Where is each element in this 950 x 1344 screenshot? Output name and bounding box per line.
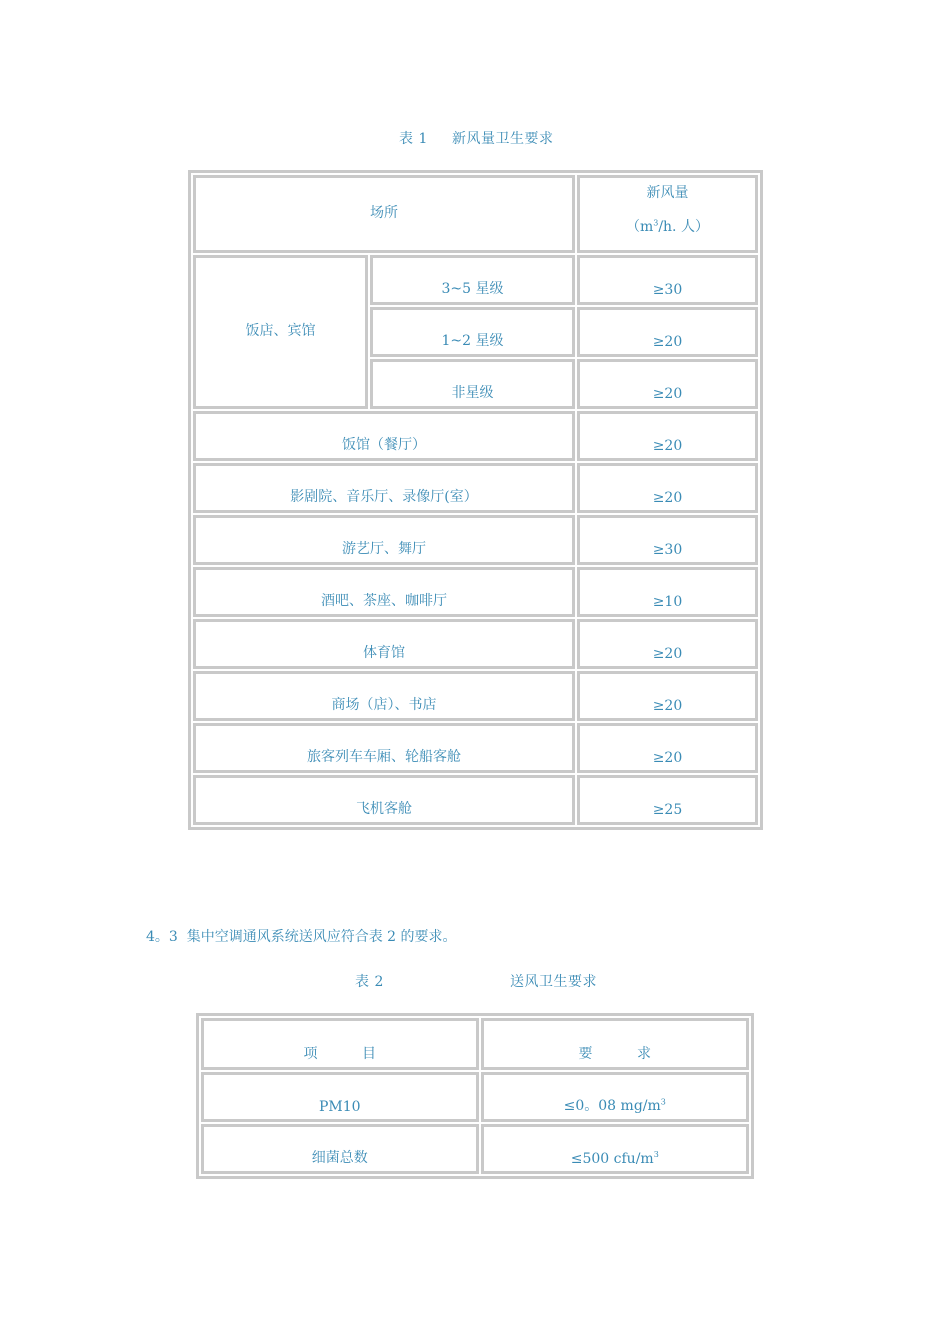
hotel-sub-cell: 3~5 星级 — [370, 255, 575, 305]
place-cell: 游艺厅、舞厅 — [193, 515, 575, 565]
value-cell: ≥30 — [577, 255, 758, 305]
table-row — [193, 619, 758, 669]
place-cell: 饭馆（餐厅） — [193, 411, 575, 461]
supply-air-table — [196, 1013, 754, 1179]
fresh-air-table — [188, 170, 763, 830]
value-cell: ≥10 — [577, 567, 758, 617]
value-cell: ≥25 — [577, 775, 758, 825]
value-cell: ≥30 — [577, 515, 758, 565]
value-cell: ≥20 — [577, 723, 758, 773]
item-cell: 细菌总数 — [201, 1124, 479, 1174]
header-airflow-label: 新风量 — [646, 185, 689, 201]
header-requirement: 要 求 — [481, 1018, 749, 1070]
value-cell: ≥20 — [577, 307, 758, 357]
requirement-cell: ≤0。08 $mg/m^3$ — [481, 1072, 749, 1122]
value-cell: ≥20 — [577, 619, 758, 669]
table-row — [201, 1124, 749, 1174]
header-item: 项 目 — [201, 1018, 479, 1070]
place-cell: 体育馆 — [193, 619, 575, 669]
table-row — [193, 463, 758, 513]
table-row — [193, 567, 758, 617]
item-cell: PM10 — [201, 1072, 479, 1122]
table-row — [193, 775, 758, 825]
value-cell: ≥20 — [577, 359, 758, 409]
table-row — [193, 411, 758, 461]
table-row — [193, 671, 758, 721]
value-cell: ≥20 — [577, 671, 758, 721]
hotel-group-cell: 饭店、宾馆 — [193, 255, 368, 409]
table1-caption-number: 表 1 — [399, 131, 428, 147]
table2-caption-number: 表 2 — [355, 974, 384, 990]
table-row — [201, 1072, 749, 1122]
section-4-3-paragraph: 4。3 集中空调通风系统送风应符合表 2 的要求。 — [146, 929, 457, 945]
header-place: 场所 — [193, 175, 575, 253]
place-cell: 旅客列车车厢、轮船客舱 — [193, 723, 575, 773]
place-cell: 影剧院、音乐厅、录像厅(室） — [193, 463, 575, 513]
table2-caption-title: 送风卫生要求 — [510, 974, 597, 990]
table-row — [193, 723, 758, 773]
place-cell: 酒吧、茶座、咖啡厅 — [193, 567, 575, 617]
table-row — [193, 515, 758, 565]
place-cell: 飞机客舱 — [193, 775, 575, 825]
hotel-sub-cell: 1~2 星级 — [370, 307, 575, 357]
requirement-cell: ≤500 cfu/$m^3$ — [481, 1124, 749, 1174]
header-airflow-unit: （$m^3/h$. 人） — [625, 218, 709, 235]
value-cell: ≥20 — [577, 411, 758, 461]
hotel-sub-cell: 非星级 — [370, 359, 575, 409]
header-airflow — [577, 175, 758, 253]
table-header-row — [201, 1018, 749, 1070]
table1-caption-title: 新风量卫生要求 — [452, 131, 554, 147]
value-cell: ≥20 — [577, 463, 758, 513]
place-cell: 商场（店）、书店 — [193, 671, 575, 721]
